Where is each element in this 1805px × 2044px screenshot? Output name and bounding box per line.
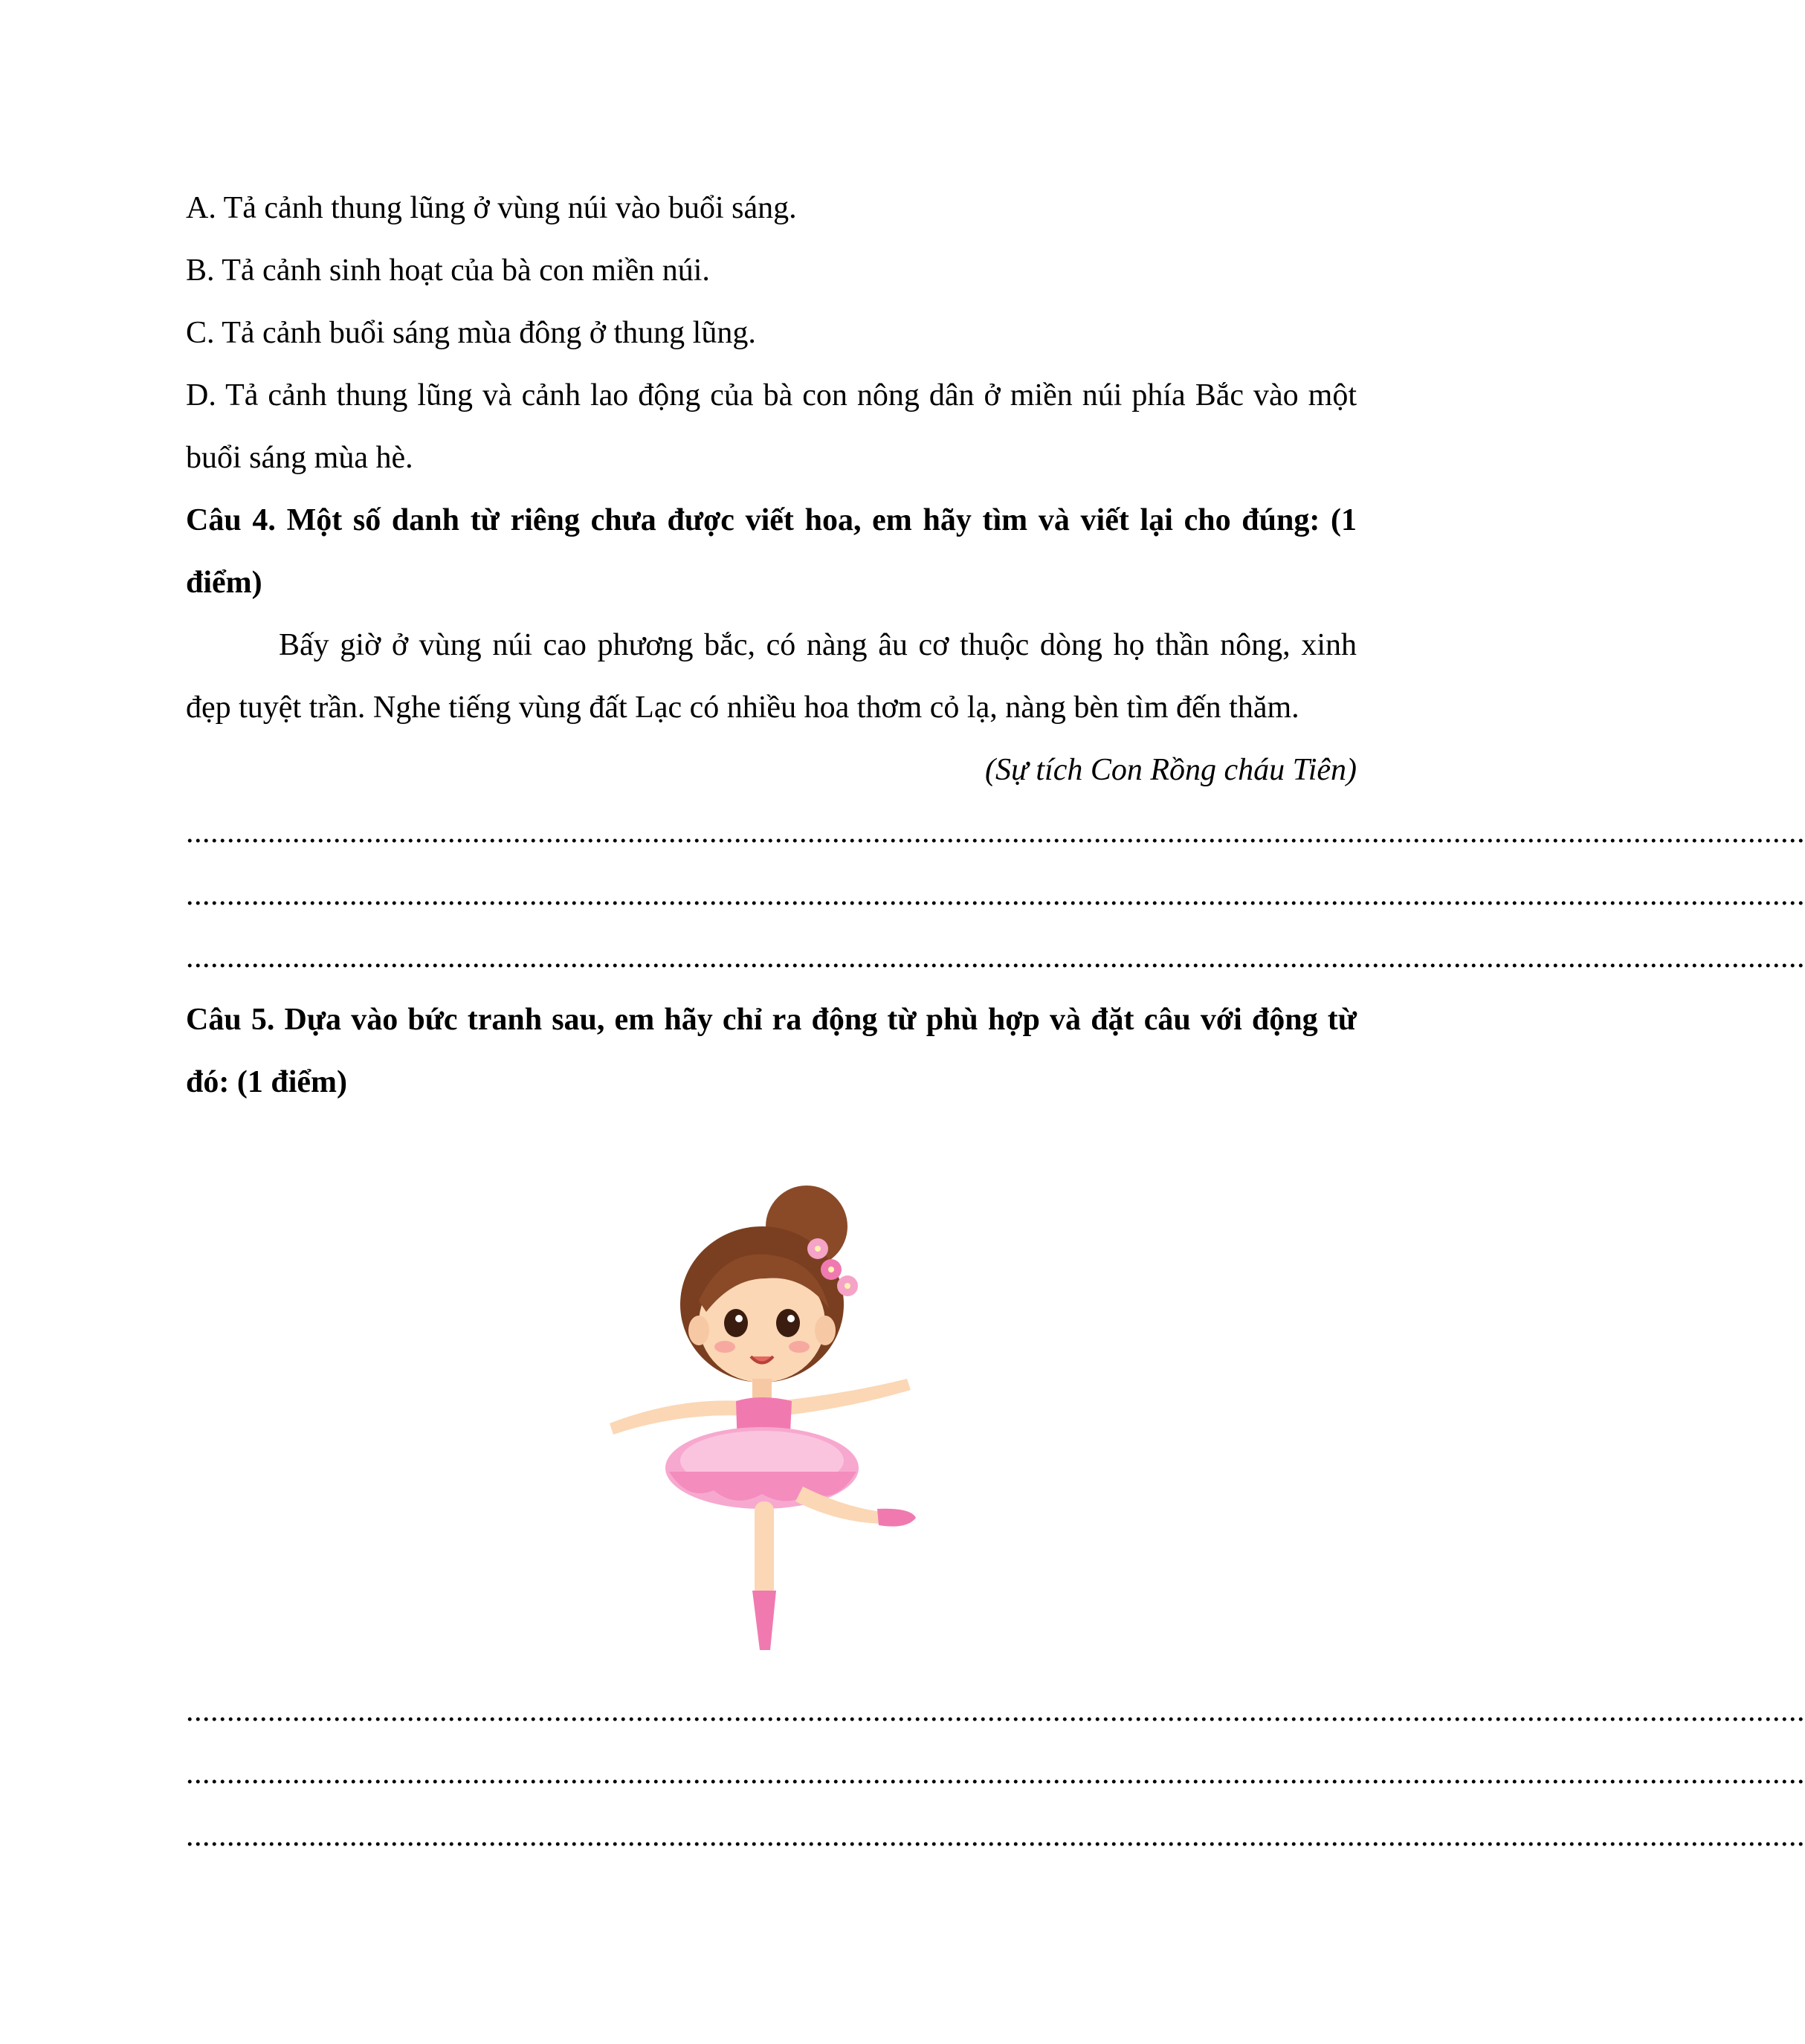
answer-line[interactable]	[186, 926, 1805, 989]
q3-option-d: D. Tả cảnh thung lũng và cảnh lao động của bà con nông dân ở miền núi phía Bắc vào một buổi sáng mùa hè.	[186, 378, 1357, 475]
q4-source: (Sự tích Con Rồng cháu Tiên)	[984, 753, 1357, 787]
answer-line[interactable]	[186, 801, 1805, 864]
answer-line[interactable]	[186, 1742, 1805, 1805]
ballerina-image	[595, 1174, 944, 1665]
q4-title: Câu 4. Một số danh từ riêng chưa được viết hoa, em hãy tìm và viết lại cho đúng: (1 điểm)	[186, 503, 1357, 600]
answer-dots: ......................................................................................................................................................................................................	[186, 878, 1805, 912]
answer-line[interactable]	[186, 864, 1805, 926]
answer-line[interactable]	[186, 1680, 1805, 1742]
answer-dots: ......................................................................................................................................................................................................	[186, 1819, 1805, 1853]
page-content	[186, 177, 1805, 1113]
q3-option-b: B. Tả cảnh sinh hoạt của bà con miền núi.	[186, 253, 710, 288]
answer-dots: ......................................................................................................................................................................................................	[186, 1756, 1805, 1791]
answer-line[interactable]	[186, 1805, 1805, 1867]
q4-passage: Bấy giờ ở vùng núi cao phương bắc, có nàng âu cơ thuộc dòng họ thần nông, xinh đẹp tuyệt trần. Nghe tiếng vùng đất Lạc có nhiều hoa thơm cỏ lạ, nàng bèn tìm đến thăm.	[186, 628, 1357, 725]
answer-dots: ......................................................................................................................................................................................................	[186, 1694, 1805, 1728]
q5-answer-area	[186, 1680, 1805, 1867]
ballerina-illustration	[595, 1174, 944, 1665]
q3-option-a: A. Tả cảnh thung lũng ở vùng núi vào buổi sáng.	[186, 191, 797, 225]
q3-option-c: C. Tả cảnh buổi sáng mùa đông ở thung lũng.	[186, 316, 756, 350]
answer-dots: ......................................................................................................................................................................................................	[186, 940, 1805, 974]
answer-dots: ......................................................................................................................................................................................................	[186, 815, 1805, 850]
q5-title: Câu 5. Dựa vào bức tranh sau, em hãy chỉ ra động từ phù hợp và đặt câu với động từ đó: (1 điểm)	[186, 1003, 1357, 1099]
